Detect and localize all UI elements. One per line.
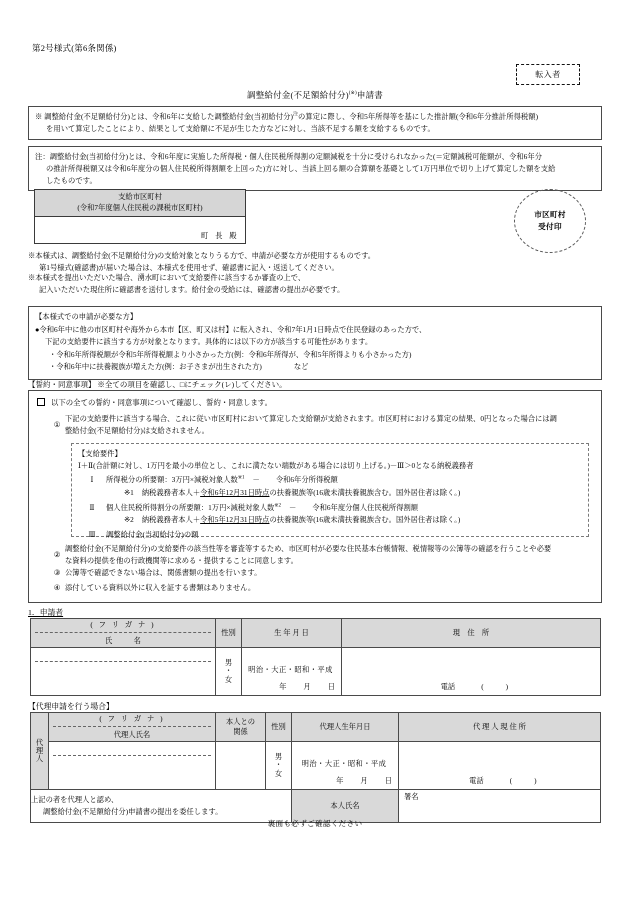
applicant-entry-row bbox=[31, 648, 601, 696]
pledge-item-4-body: 添付している資料以外に収入を証する書類はありません。 bbox=[65, 583, 256, 592]
transfer-resident-badge bbox=[516, 64, 580, 85]
requirement-body: 調整給付金(当初給付分)の額 bbox=[106, 530, 199, 540]
delegate-table bbox=[30, 712, 601, 823]
requirement-roman: Ⅲ bbox=[88, 530, 96, 540]
usage-note-b bbox=[28, 272, 602, 295]
applicant-table bbox=[30, 618, 601, 696]
pledge-item-3 bbox=[49, 567, 597, 579]
page-title-kome: (※) bbox=[348, 91, 357, 97]
pledge-item-2-body: 調整給付金(不足額給付分)の支給要件の該当性等を審査等するため、市区町村が必要な住民基本台帳情報、税情報等の公簿等の確認を行うことや必要 な資料の提供を他の行政機関等に求める・提供することに同意します。 bbox=[65, 544, 552, 565]
delegate-gender-header: 性別 bbox=[266, 713, 292, 742]
applicant-address-header: 現 住 所 bbox=[342, 619, 601, 648]
eligible-applicants-box bbox=[28, 306, 602, 380]
note-asterisk-line1: ※ 調整給付金(不足額給付分)とは、令和6年に支給した調整給付金(当初給付分)$^注$の算定に際し、令和5年所得等を基にした推計額(令和6年分推計所得税額) bbox=[35, 112, 539, 121]
delegate-relation-header: 本人との 関係 bbox=[216, 713, 266, 742]
paying-municipality-box bbox=[34, 189, 246, 244]
pledge-item-2-marker: ② bbox=[53, 549, 61, 559]
eligible-line1: ●令和6年中に他の市区町村や海外から本市【区、町又は村】に転入され、令和7年1月1日時点で住民登録のあった方で、 bbox=[35, 324, 427, 334]
paying-municipality-title: 支給市区町村 bbox=[118, 192, 162, 201]
pledge-item-4 bbox=[49, 582, 597, 594]
requirement-note: ※2 納税義務者本人＋令和5年12月31日時点の扶養親族等(16歳未満扶養親族含む。国外居住者は除く。) bbox=[124, 515, 461, 525]
delegate-address-input[interactable] bbox=[399, 742, 601, 790]
paying-municipality-subtitle: (令和7年度個人住民税の課税市区町村) bbox=[77, 202, 203, 212]
requirement-body: 個人住民税所得割分の所要額：1万円×減税対象人数$^{※2}$ － 令和6年度分個人住民税所得割額 ※2 納税義務者本人＋令和5年12月31日時点の扶養親族等(16歳未満扶養親族含む。国外居住者は除く。) bbox=[106, 502, 582, 526]
delegate-era-options[interactable]: 明治・大正・昭和・平成 bbox=[301, 759, 387, 768]
applicant-name-header: ( フ リ ガ ナ ) 氏 名 bbox=[31, 619, 216, 648]
municipal-chief-label: 町 長 殿 bbox=[200, 231, 239, 241]
pledge-item-1-marker: ① bbox=[53, 419, 61, 429]
applicant-dob-header: 生 年 月 日 bbox=[242, 619, 342, 648]
delegate-relation-input[interactable] bbox=[216, 742, 266, 790]
pledge-box bbox=[28, 390, 602, 603]
delegate-ymd-labels: 年 月 日 bbox=[336, 776, 392, 785]
delegate-row-label: 代 理 人 bbox=[31, 713, 49, 790]
page-title bbox=[0, 89, 630, 101]
note-chu-line1: 注：調整給付金(当初給付分)とは、令和6年度に実施した所得税・個人住民税所得割の定額減税を十分に受けられなかった(＝定額減税可能額が、令和6年分 bbox=[35, 152, 543, 161]
delegate-consent-text: 上記の者を代理人と認め、 調整給付金(不足額給付分)申請書の提出を委任します。 bbox=[31, 790, 292, 823]
seal-line2: 受付印 bbox=[538, 222, 562, 231]
note-box-asterisk bbox=[28, 106, 602, 140]
applicant-name-input[interactable] bbox=[31, 648, 216, 696]
pledge-item-2 bbox=[49, 543, 597, 567]
applicant-era-options[interactable]: 明治・大正・昭和・平成 bbox=[248, 665, 333, 674]
note-chu-line2: の推計所得税額又は令和6年度分の個人住民税所得割額を上回った)方に対し、当該上回る額の合算額を基礎として1万円単位で切り上げて算定した額を支給 bbox=[46, 163, 556, 173]
applicant-gender-header: 性別 bbox=[216, 619, 242, 648]
requirement-roman: Ⅰ bbox=[90, 475, 94, 485]
eligible-line2: 下記の支給要件に該当する方が対象となります。具体的には以下の方が該当する可能性があります。 bbox=[45, 337, 373, 347]
delegate-entry-row bbox=[31, 742, 601, 790]
payment-requirements-box bbox=[71, 443, 589, 540]
usage-note-a-line2: 第1号様式(確認書)が届いた場合は、本様式を使用せず、確認書に記入・返送してください。 bbox=[39, 262, 339, 272]
applicant-dob-input[interactable] bbox=[242, 648, 342, 696]
delegate-name-header: ( フ リ ガ ナ ) 代理人氏名 bbox=[49, 713, 216, 742]
delegate-gender-input[interactable]: 男 ・ 女 bbox=[266, 742, 292, 790]
footer-note: 裏面も必ずご確認ください bbox=[267, 819, 363, 828]
delegate-name-input[interactable] bbox=[49, 742, 216, 790]
applicant-section-label: 1．申請者 bbox=[28, 608, 64, 617]
form-code-label: 第2号様式(第6条関係) bbox=[32, 43, 117, 53]
applicant-header-row bbox=[31, 619, 601, 648]
delegate-address-header: 代 理 人 現 住 所 bbox=[399, 713, 601, 742]
page-title-part2: 申請書 bbox=[356, 90, 383, 100]
note-chu-line3: したものです。 bbox=[46, 175, 97, 185]
delegate-section-label: 【代理申請を行う場合】 bbox=[28, 702, 114, 711]
pledge-item-1-body: 下記の支給要件に該当する場合、これに従い市区町村において算定した支給額が支給されます。市区町村における算定の結果、0円となった場合には調 整給付金(不足額給付分)は支給されません。 bbox=[65, 414, 557, 435]
requirements-title: 【支給要件】 bbox=[78, 449, 122, 458]
requirement-roman: Ⅱ bbox=[89, 502, 95, 512]
usage-note-b-line2: 記入いただいた現住所に確認書を送付します。給付金の受給には、確認書の提出が必要です。 bbox=[39, 284, 345, 294]
note-asterisk-line2: を用いて算定したことにより、結果として支給額に不足が生じた方などに対し、当該不足する額を支給するものです。 bbox=[46, 123, 435, 133]
requirement-body: 所得税分の所要額：3万円×減税対象人数$^{※1}$ － 令和6年分所得税額 ※1 納税義務者本人＋令和6年12月31日時点の扶養親族等(16歳未満扶養親族含む。国外居住者は除く。) bbox=[106, 474, 582, 498]
eligible-title: 【本様式での申請が必要な方】 bbox=[35, 312, 138, 321]
requirements-formula: Ⅰ＋Ⅱ(合計額に対し、1万円を最小の単位とし、これに満たない端数がある場合には切り上げる。)－Ⅲ＞0となる納税義務者 bbox=[78, 460, 474, 470]
eligible-line3: ・令和6年所得税額が令和5年所得税額より小さかった方(例：令和6年所得が、令和5年所得よりも小さかった方) bbox=[49, 349, 412, 359]
delegate-header-row bbox=[31, 713, 601, 742]
applicant-ymd-labels: 年 月 日 bbox=[279, 682, 335, 691]
note-box-chu bbox=[28, 146, 602, 191]
requirement-row bbox=[78, 474, 582, 498]
paying-municipality-entry[interactable] bbox=[35, 217, 245, 243]
delegate-dob-input[interactable] bbox=[292, 742, 399, 790]
usage-note-b-line1: ※本様式を提出いただいた場合、湧水町において支給要件に該当するか審査の上で、 bbox=[28, 273, 306, 282]
pledge-agree-checkbox[interactable] bbox=[37, 398, 45, 406]
municipal-receipt-seal bbox=[514, 189, 586, 253]
delegate-tel-field[interactable]: 電話 ( ) bbox=[469, 776, 537, 785]
transfer-resident-label: 転入者 bbox=[535, 70, 561, 79]
applicant-address-input[interactable] bbox=[342, 648, 601, 696]
usage-note-a-line1: ※本様式は、調整給付金(不足額給付分)の支給対象となりうる方で、申請が必要な方が使用するものです。 bbox=[28, 251, 376, 260]
self-name-header: 本人氏名 bbox=[292, 790, 399, 823]
pledge-item-3-body: 公簿等で確認できない場合は、関係書類の提出を行います。 bbox=[65, 568, 262, 577]
pledge-agree-label: 以下の全ての誓約・同意事項について確認し、誓約・同意します。 bbox=[51, 398, 272, 407]
pledge-agree-row[interactable] bbox=[37, 397, 272, 408]
delegate-dob-header: 代理人生年月日 bbox=[292, 713, 399, 742]
requirement-row bbox=[78, 529, 582, 541]
eligible-line4: ・令和6年中に扶養親族が増えた方(例：お子さまが出生された方) など bbox=[49, 362, 309, 372]
pledge-item-4-marker: ④ bbox=[53, 583, 61, 592]
applicant-gender-input[interactable]: 男 ・ 女 bbox=[216, 648, 242, 696]
page-title-part1: 調整給付金(不足額給付分) bbox=[247, 90, 349, 100]
signature-label: 署名 bbox=[404, 792, 419, 801]
pledge-item-3-marker: ③ bbox=[53, 568, 61, 577]
requirement-row bbox=[78, 502, 582, 526]
seal-line1: 市区町村 bbox=[534, 210, 566, 220]
applicant-tel-field[interactable]: 電話 ( ) bbox=[440, 682, 509, 691]
paying-municipality-header bbox=[35, 190, 245, 217]
usage-note-a bbox=[28, 250, 602, 273]
pledge-item-1 bbox=[49, 413, 597, 437]
requirement-note: ※1 納税義務者本人＋令和6年12月31日時点の扶養親族等(16歳未満扶養親族含む。国外居住者は除く。) bbox=[124, 488, 461, 498]
pledge-section-heading: 【誓約・同意事項】 ※全ての項目を確認し、□にチェック(レ)してください。 bbox=[28, 380, 287, 389]
